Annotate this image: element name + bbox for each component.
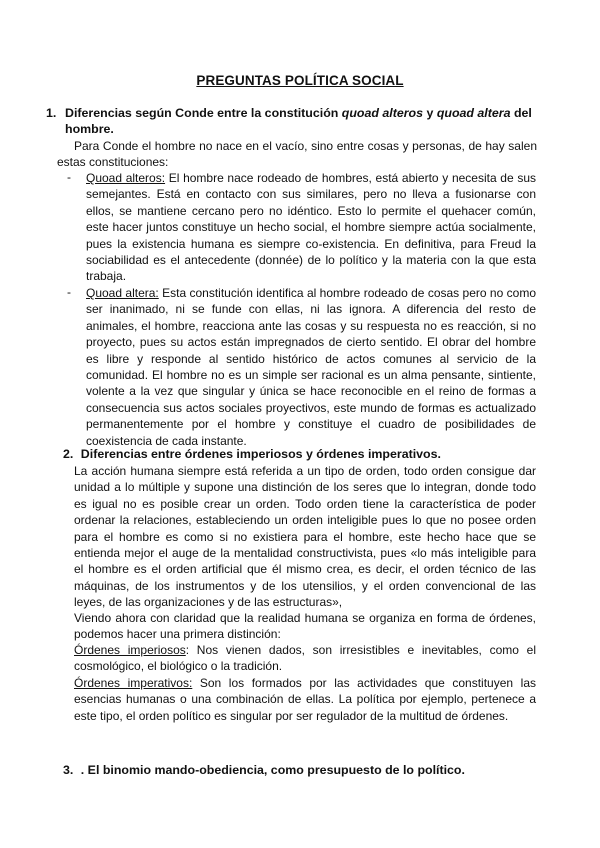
document-title: PREGUNTAS POLÍTICA SOCIAL	[196, 73, 404, 88]
q1-bullet-1	[86, 170, 536, 285]
q2-imperiosos-text: : Nos vienen dados, son irresistibles e inevitables, como el cosmológico, el biológico o la tradición.	[74, 643, 536, 674]
q3-heading	[63, 762, 543, 778]
q3-number: 3.	[63, 763, 74, 777]
q1-heading-part-a: Diferencias según Conde entre la constitución	[65, 106, 342, 120]
q1-heading-term-alteros: quoad alteros	[341, 106, 424, 120]
q1-bullet-1-term: Quoad alteros:	[86, 171, 166, 185]
q1-heading-term-altera: quoad altera	[436, 106, 511, 120]
q1-heading	[46, 105, 556, 138]
q1-intro: Para Conde el hombre no nace en el vacío, sino entre cosas y personas, de hay salen estas constituciones:	[57, 139, 537, 170]
q1-bullet-1-dash: -	[67, 170, 71, 184]
q1-heading-part-e: del hombre.	[65, 106, 532, 137]
q2-imperativos-term: Órdenes imperativos:	[74, 676, 193, 690]
q3-heading-text: . El binomio mando-obediencia, como presupuesto de lo político.	[80, 763, 465, 777]
q1-bullet-2	[86, 285, 536, 449]
q2-imperativos	[74, 675, 536, 724]
q2-imperiosos-term: Órdenes imperiosos	[74, 643, 186, 657]
q1-heading-part-c: y	[423, 106, 437, 120]
q2-imperativos-text: Son los formados por las actividades que constituyen las esencias humanas o una combinación de ellas. La política por ejemplo, pertenece a este tipo, el orden político es singular por ser regulador de la multitud de órdenes.	[74, 676, 536, 723]
q2-paragraph-1: La acción humana siempre está referida a un tipo de orden, todo orden consigue dar unidad a lo múltiple y supone una distinción de los seres que lo integran, donde todo es igual no es posible crear un orden. Todo orden tiene la característica de poder ordenar la relaciones, estableciendo un orden inteligible pues lo que no posee orden para el hombre es como si no existiera para el hombre, este hecho hace que se entienda mejor el auge de la mentalidad constructivista, pues «lo más inteligible para el hombre es el orden artificial que él mismo crea, es decir, el orden técnico de las máquinas, de los instrumentos y de los utensilios, y el orden convencional de las leyes, de las organizaciones y de las estructuras»,	[74, 464, 536, 610]
q1-bullet-2-text: Esta constitución identifica al hombre rodeado de cosas pero no como ser inanimado, ni se funde con ellas, ni las ignora. A diferencia del resto de animales, el hombre, reacciona ante las cosas y su respuesta no es reacción, si no proyecto, pues su actos están impregnados de cierto sentido. El obrar del hombre es libre y responde al sentido histórico de actos comunes al servicio de la comunidad. El hombre no es un simple ser racional es un alma pensante, sintiente, volente a la vez que singular y única se hace reconocible en el reino de formas a consecuencia sus actos sociales proyectivos, este mundo de formas es actualizado permanentemente por el hombre y constituye el cuadro de posibilidades de coexistencia de cada instante.	[86, 286, 536, 448]
q1-bullet-1-text: El hombre nace rodeado de hombres, está abierto y necesita de sus semejantes. Está en contacto con sus similares, pero no lleva a fusionarse con ellos, se mantiene cercano pero no idéntico. Esto lo permite el quehacer común, este hacer juntos constituye un hecho social, el hombre siempre actúa socialmente, pues la existencia humana es siempre co-existencia. En definitiva, para Freud la sociabilidad es el antecedente (donnée) de lo político y la materia con la que esta trabaja.	[86, 171, 537, 284]
q1-bullet-2-term: Quoad altera:	[86, 286, 159, 300]
q2-imperiosos	[74, 642, 536, 675]
q2-paragraph-2: Viendo ahora con claridad que la realidad humana se organiza en forma de órdenes, podemos hacer una primera distinción:	[74, 611, 536, 642]
q2-number: 2.	[63, 447, 74, 461]
q1-bullet-2-dash: -	[67, 285, 71, 299]
q2-heading-text: Diferencias entre órdenes imperiosos y órdenes imperativos.	[80, 447, 441, 461]
q1-number: 1.	[46, 106, 57, 120]
q2-heading	[63, 446, 543, 462]
